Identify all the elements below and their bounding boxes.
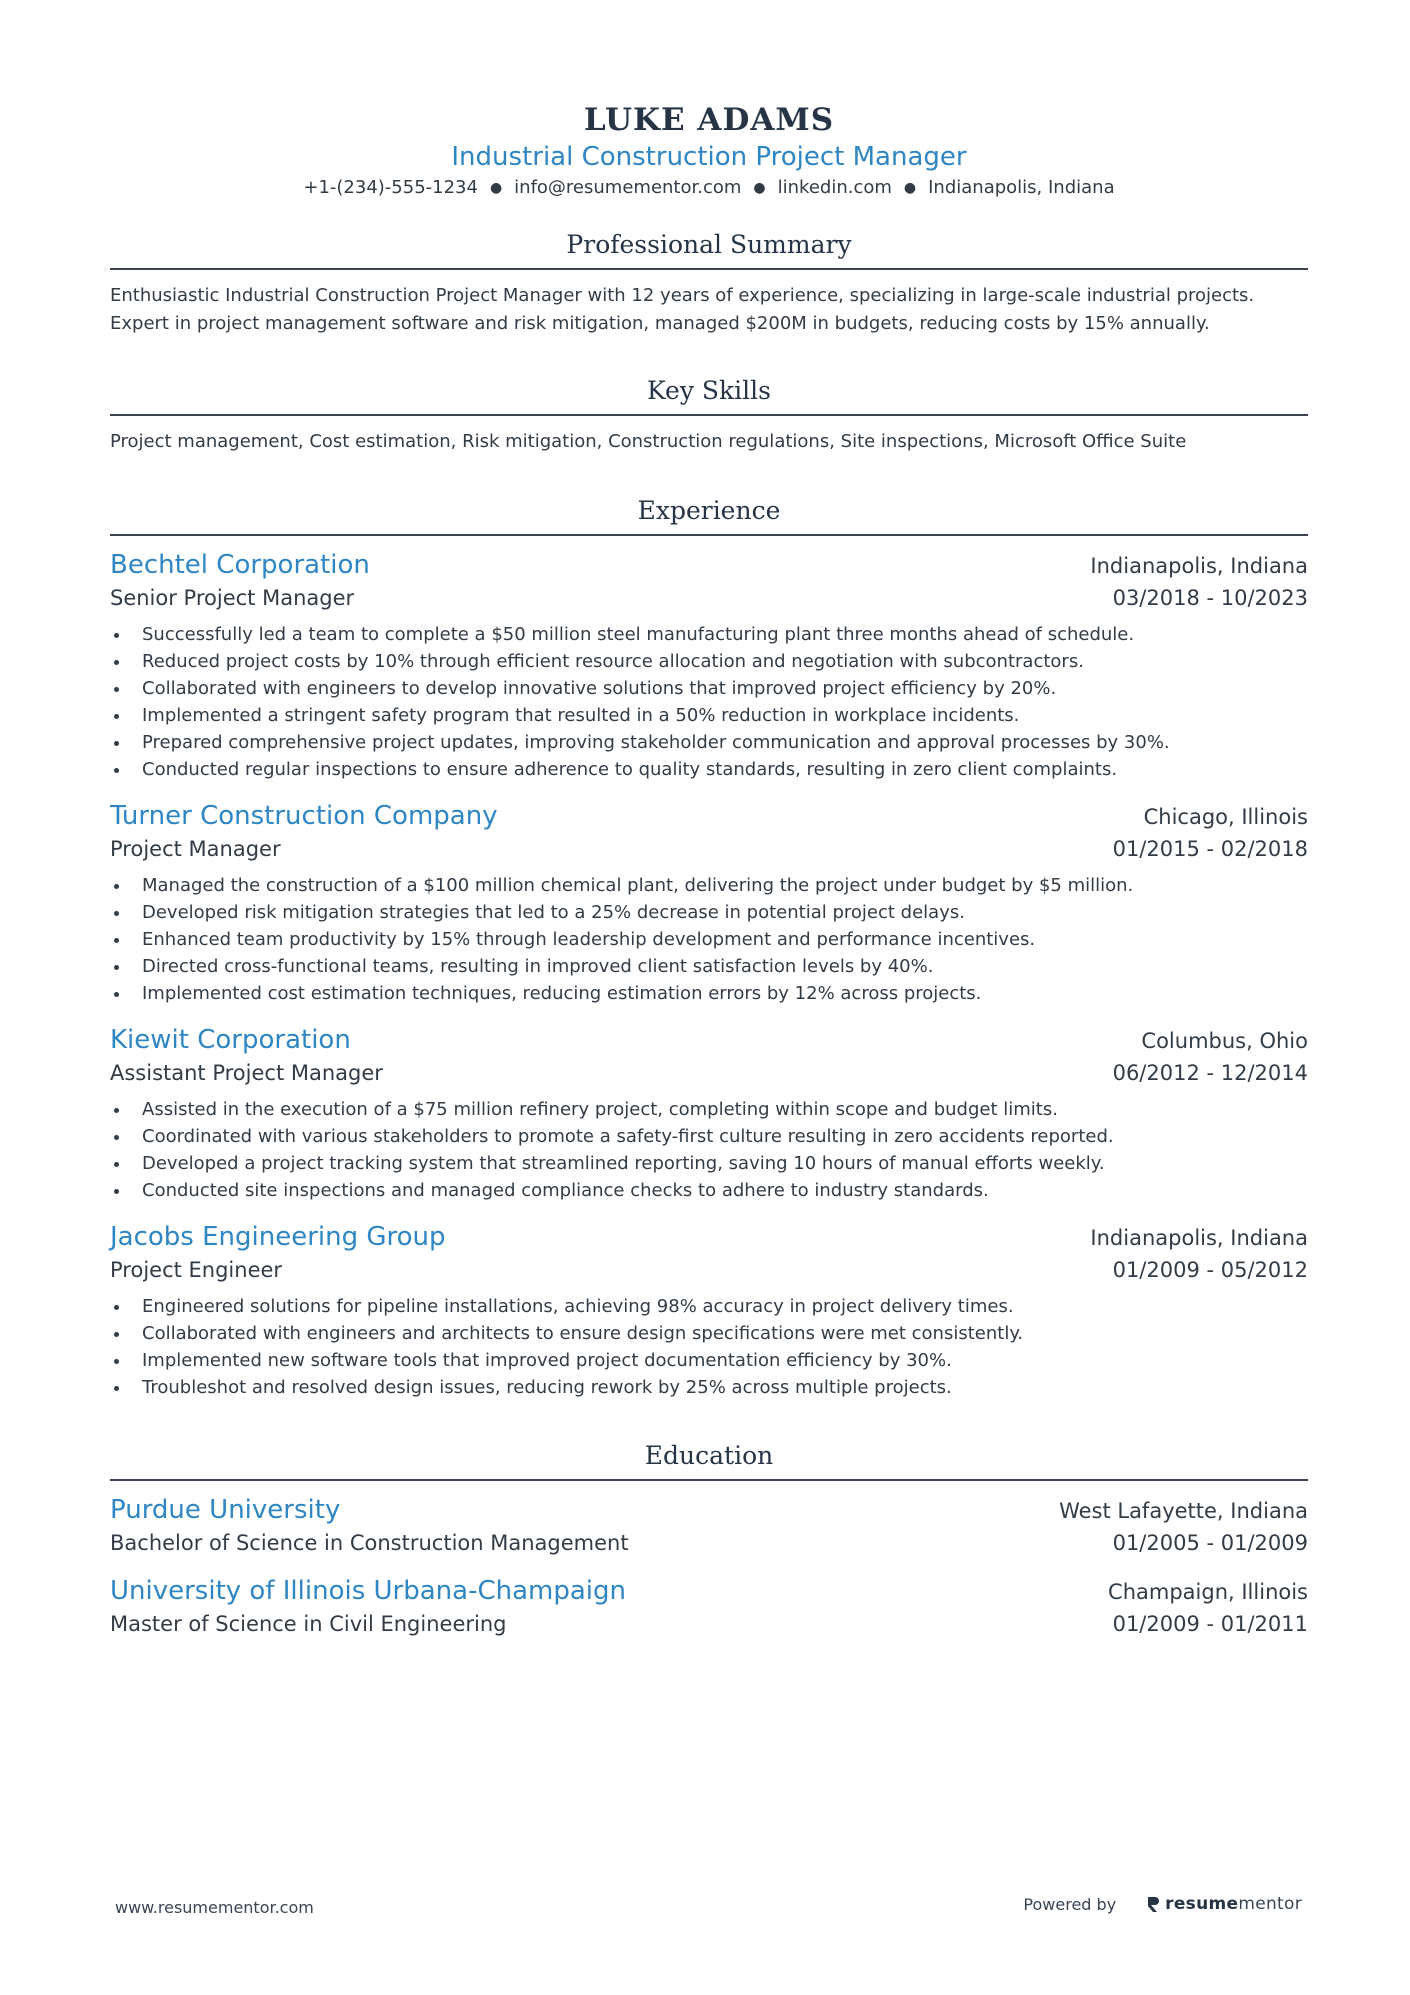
degree: Master of Science in Civil Engineering (110, 1612, 507, 1636)
job-dates: 01/2015 - 02/2018 (1112, 837, 1308, 861)
footer-branding (1023, 1894, 1302, 1914)
page-footer (0, 1894, 1410, 1924)
school-location: Champaign, Illinois (1108, 1580, 1308, 1604)
summary-text (110, 282, 1308, 338)
job-dates: 03/2018 - 10/2023 (1112, 586, 1308, 610)
company-name: Bechtel Corporation (110, 550, 370, 580)
job-bullets (110, 872, 1308, 1007)
education-section (110, 1439, 1308, 1639)
section-heading: Key Skills (110, 374, 1308, 416)
list-item: Managed the construction of a $100 million chemical plant, delivering the project under budget by $5 million. (110, 872, 1308, 899)
list-item: Directed cross-functional teams, resulting in improved client satisfaction levels by 40%. (110, 953, 1308, 980)
education-entry (110, 1493, 1308, 1558)
bullet-separator: ● (753, 180, 766, 196)
degree: Bachelor of Science in Construction Management (110, 1531, 629, 1555)
bullet-separator: ● (489, 180, 503, 196)
list-item: Assisted in the execution of a $75 million refinery project, completing within scope and budget limits. (110, 1096, 1308, 1123)
list-item: Collaborated with engineers and architects to ensure design specifications were met consistently. (110, 1320, 1308, 1347)
school-name: Purdue University (110, 1495, 341, 1525)
brand-rest: mentor (1238, 1894, 1302, 1914)
brand-logo-text[interactable] (1165, 1894, 1302, 1914)
company-name: Kiewit Corporation (110, 1025, 351, 1055)
section-heading: Experience (110, 494, 1308, 536)
job-location: Indianapolis, Indiana (1090, 554, 1308, 578)
education-dates: 01/2005 - 01/2009 (1112, 1531, 1308, 1555)
list-item: Implemented cost estimation techniques, reducing estimation errors by 12% across projects. (110, 980, 1308, 1007)
section-heading: Professional Summary (110, 228, 1308, 270)
footer-website-link[interactable]: www.resumementor.com (115, 1898, 314, 1917)
list-item: Coordinated with various stakeholders to promote a safety-first culture resulting in zero accidents reported. (110, 1123, 1308, 1150)
list-item: Reduced project costs by 10% through efficient resource allocation and negotiation with subcontractors. (110, 648, 1308, 675)
list-item: Implemented new software tools that improved project documentation efficiency by 30%. (110, 1347, 1308, 1374)
job-bullets (110, 621, 1308, 783)
list-item: Developed a project tracking system that streamlined reporting, saving 10 hours of manual efforts weekly. (110, 1150, 1308, 1177)
job-bullets (110, 1096, 1308, 1204)
contact-linkedin[interactable]: linkedin.com (777, 177, 892, 198)
list-item: Developed risk mitigation strategies that led to a 25% decrease in potential project delays. (110, 899, 1308, 926)
school-location: West Lafayette, Indiana (1059, 1499, 1308, 1523)
list-item: Prepared comprehensive project updates, improving stakeholder communication and approval processes by 30%. (110, 729, 1308, 756)
skills-text: Project management, Cost estimation, Risk mitigation, Construction regulations, Site inspections, Microsoft Office Suite (110, 431, 1187, 452)
resumementor-logo-icon (1146, 1895, 1160, 1913)
job-location: Columbus, Ohio (1141, 1029, 1308, 1053)
list-item: Conducted site inspections and managed compliance checks to adhere to industry standards. (110, 1177, 1308, 1204)
job-role: Project Engineer (110, 1258, 283, 1282)
bullet-separator: ● (903, 180, 917, 196)
contact-phone: +1-(234)-555-1234 (303, 177, 478, 198)
list-item: Engineered solutions for pipeline installations, achieving 98% accuracy in project delivery times. (110, 1293, 1308, 1320)
education-dates: 01/2009 - 01/2011 (1112, 1612, 1308, 1636)
job-entry (110, 1220, 1308, 1401)
company-name: Turner Construction Company (110, 801, 498, 831)
job-role: Project Manager (110, 837, 281, 861)
job-dates: 01/2009 - 05/2012 (1112, 1258, 1308, 1282)
company-name: Jacobs Engineering Group (110, 1222, 446, 1252)
list-item: Collaborated with engineers to develop innovative solutions that improved project efficiency by 20%. (110, 675, 1308, 702)
list-item: Conducted regular inspections to ensure adherence to quality standards, resulting in zero client complaints. (110, 756, 1308, 783)
resume-page (110, 0, 1308, 1639)
list-item: Troubleshot and resolved design issues, reducing rework by 25% across multiple projects. (110, 1374, 1308, 1401)
school-name: University of Illinois Urbana-Champaign (110, 1576, 626, 1606)
brand-bold: resume (1165, 1894, 1239, 1914)
summary-section (110, 228, 1308, 338)
job-location: Chicago, Illinois (1143, 805, 1308, 829)
job-role: Assistant Project Manager (110, 1061, 383, 1085)
summary-line: Enthusiastic Industrial Construction Project Manager with 12 years of experience, specializing in large-scale industrial projects. (110, 285, 1255, 306)
contact-line (110, 174, 1308, 202)
section-heading: Education (110, 1439, 1308, 1481)
contact-email[interactable]: info@resumementor.com (514, 177, 742, 198)
job-bullets (110, 1293, 1308, 1401)
contact-location: Indianapolis, Indiana (928, 177, 1115, 198)
job-role: Senior Project Manager (110, 586, 355, 610)
experience-section (110, 494, 1308, 1401)
list-item: Successfully led a team to complete a $50 million steel manufacturing plant three months ahead of schedule. (110, 621, 1308, 648)
powered-by-label: Powered by (1023, 1894, 1117, 1914)
candidate-title: Industrial Construction Project Manager (451, 142, 967, 172)
job-entry (110, 799, 1308, 1007)
summary-line: Expert in project management software and risk mitigation, managed $200M in budgets, reducing costs by 15% annually. (110, 313, 1210, 334)
job-dates: 06/2012 - 12/2014 (1112, 1061, 1308, 1085)
job-entry (110, 1023, 1308, 1204)
candidate-name: LUKE ADAMS (583, 102, 835, 138)
skills-section (110, 374, 1308, 456)
job-entry (110, 548, 1308, 783)
resume-header (110, 0, 1308, 202)
job-location: Indianapolis, Indiana (1090, 1226, 1308, 1250)
education-entry (110, 1574, 1308, 1639)
list-item: Implemented a stringent safety program that resulted in a 50% reduction in workplace incidents. (110, 702, 1308, 729)
list-item: Enhanced team productivity by 15% through leadership development and performance incentives. (110, 926, 1308, 953)
